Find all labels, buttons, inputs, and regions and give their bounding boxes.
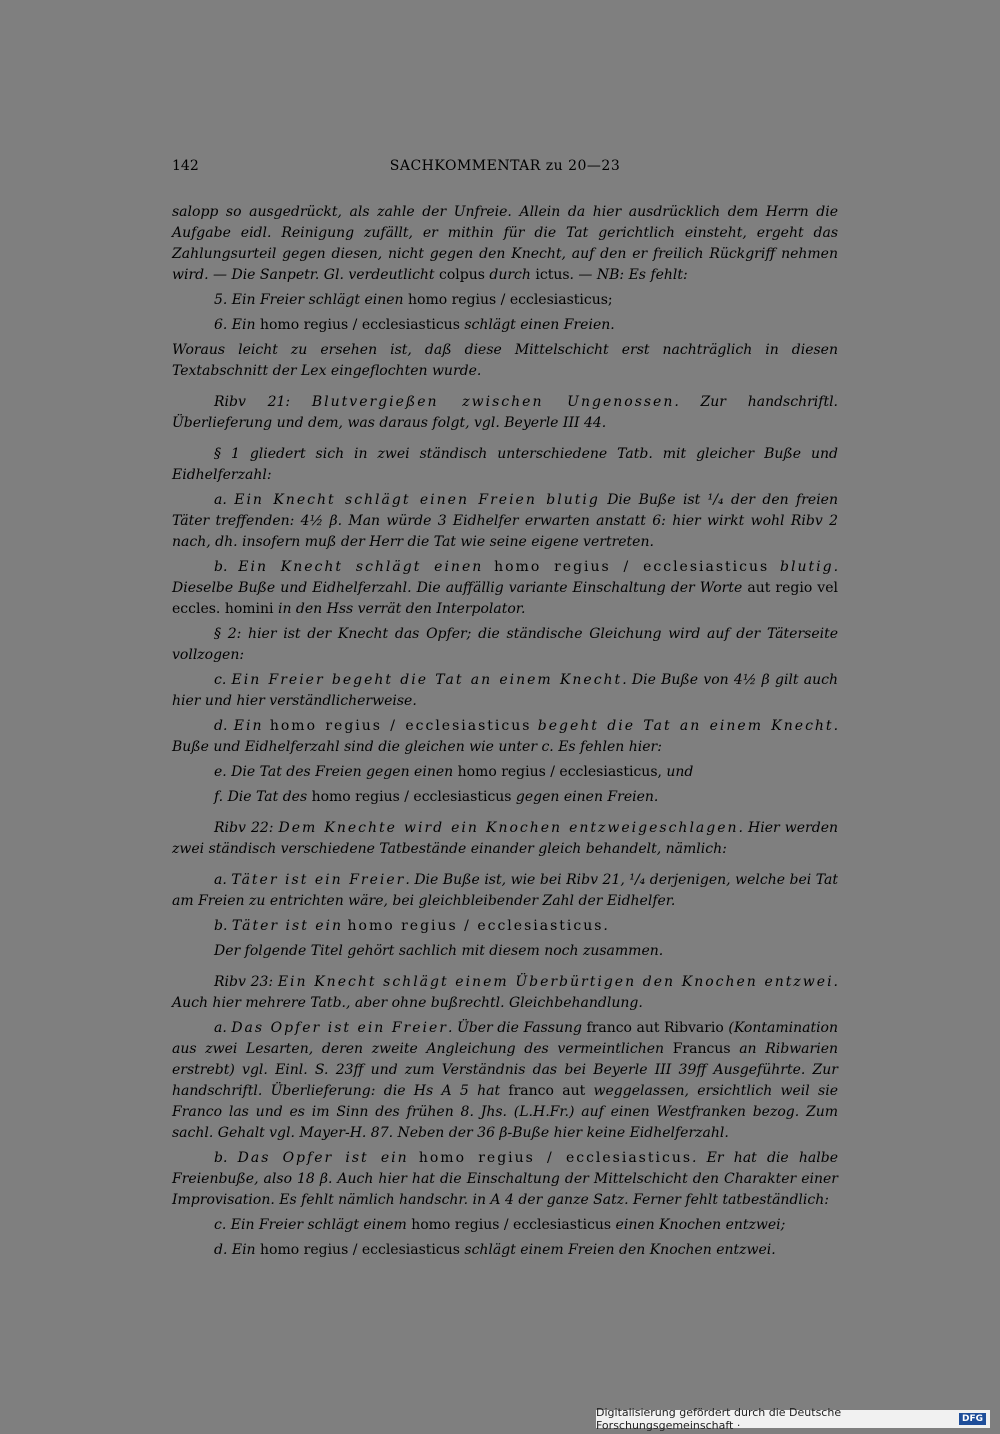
paragraph: e. Die Tat des Freien gegen einen homo regius / ecclesiasticus, und — [214, 764, 694, 780]
paragraph: Ribv 21: Blutvergießen zwischen Ungenossen. Zur handschriftl. Überlieferung und dem, was daraus folgt, vgl. Beyerle III 44. — [172, 394, 839, 431]
paragraph: § 1 gliedert sich in zwei ständisch unterschiedene Tatb. mit gleicher Buße und Eidhelferzahl: — [172, 446, 838, 483]
paragraph: a. Ein Knecht schlägt einen Freien blutig Die Buße ist ¹/₄ der den freien Täter treffenden: 4½ β. Man würde 3 Eidhelfer erwarten anstatt 6: hier wirkt wohl Ribv 2 nach, dh. insofern muß der Herr die Tat wie seine eigene vertreten. — [172, 492, 838, 550]
footer-credit — [596, 1406, 990, 1432]
body-text — [172, 202, 838, 1261]
page-number: 142 — [172, 158, 199, 174]
paragraph: c. Ein Freier schlägt einem homo regius / ecclesiasticus einen Knochen entzwei; — [214, 1217, 786, 1233]
paragraph: b. Ein Knecht schlägt einen homo regius / ecclesiasticus blutig. Dieselbe Buße und Eidhelferzahl. Die auffällig variante Einschaltung der Worte aut regio vel eccles. homini in den Hss verrät den Interpolator. — [172, 559, 839, 617]
document-page — [172, 0, 838, 1400]
paragraph: a. Das Opfer ist ein Freier. Über die Fassung franco aut Ribvario (Kontamination aus zwei Lesarten, deren zweite Angleichung des vermeintlichen Francus an Ribwarien erstrebt) vgl. Einl. S. 23ff und zum Verständnis das bei Beyerle III 39ff Ausgeführte. Zur handschriftl. Überlieferung: die Hs A 5 hat franco aut weggelassen, ersichtlich weil sie Franco las und es im Sinn des frühen 8. Jhs. (L.H.Fr.) auf einen Westfranken bezog. Zum sachl. Gehalt vgl. Mayer-H. 87. Neben der 36 β-Buße hier keine Eidhelferzahl. — [172, 1020, 838, 1141]
paragraph: Der folgende Titel gehört sachlich mit diesem noch zusammen. — [214, 943, 664, 959]
paragraph: Woraus leicht zu ersehen ist, daß diese Mittelschicht erst nachträglich in diesen Textabschnitt der Lex eingeflochten wurde. — [172, 342, 838, 379]
paragraph: b. Täter ist ein homo regius / ecclesiasticus. — [214, 918, 608, 934]
page-header — [172, 158, 838, 178]
paragraph: b. Das Opfer ist ein homo regius / ecclesiasticus. Er hat die halbe Freienbuße, also 18 β. Auch hier hat die Einschaltung der Mittelschicht den Charakter einer Improvisation. Es fehlt nämlich handschr. in A 4 der ganze Satz. Ferner fehlt tatbeständlich: — [172, 1150, 839, 1208]
paragraph: 6. Ein homo regius / ecclesiasticus schlägt einen Freien. — [214, 317, 615, 333]
dfg-logo: DFG — [959, 1413, 986, 1425]
paragraph: f. Die Tat des homo regius / ecclesiasticus gegen einen Freien. — [214, 789, 659, 805]
paragraph: § 2: hier ist der Knecht das Opfer; die ständische Gleichung wird auf der Täterseite vollzogen: — [172, 626, 838, 663]
running-title: SACHKOMMENTAR zu 20—23 — [389, 158, 621, 174]
paragraph: c. Ein Freier begeht die Tat an einem Knecht. Die Buße von 4½ β gilt auch hier und hier verständlicherweise. — [172, 672, 838, 709]
paragraph: d. Ein homo regius / ecclesiasticus schlägt einem Freien den Knochen entzwei. — [214, 1242, 776, 1258]
paragraph: d. Ein homo regius / ecclesiasticus begeht die Tat an einem Knecht. Buße und Eidhelferzahl sind die gleichen wie unter c. Es fehlen hier: — [172, 718, 839, 755]
paragraph: a. Täter ist ein Freier. Die Buße ist, wie bei Ribv 21, ¹/₄ derjenigen, welche bei Tat am Freien zu entrichten wäre, bei gleichbleibender Zahl der Eidhelfer. — [172, 872, 839, 909]
footer-text: Digitalisierung gefördert durch die Deutsche Forschungsgemeinschaft · — [596, 1406, 842, 1432]
paragraph: Ribv 22: Dem Knechte wird ein Knochen entzweigeschlagen. Hier werden zwei ständisch verschiedene Tatbestände einander gleich behandelt, nämlich: — [172, 820, 839, 857]
paragraph: salopp so ausgedrückt, als zahle der Unfreie. Allein da hier ausdrücklich dem Herrn die Aufgabe eidl. Reinigung zufällt, er mithin für die Tat gerichtlich einsteht, ergeht das Zahlungsurteil gegen diesen, nicht gegen den Knecht, auf den er freilich Rückgriff nehmen wird. — Die Sanpetr. Gl. verdeutlicht colpus durch ictus. — NB: Es fehlt: — [172, 204, 838, 283]
paragraph: 5. Ein Freier schlägt einen homo regius / ecclesiasticus; — [214, 292, 613, 308]
paragraph: Ribv 23: Ein Knecht schlägt einem Überbürtigen den Knochen entzwei. Auch hier mehrere Tatb., aber ohne bußrechtl. Gleichbehandlung. — [172, 974, 838, 1011]
